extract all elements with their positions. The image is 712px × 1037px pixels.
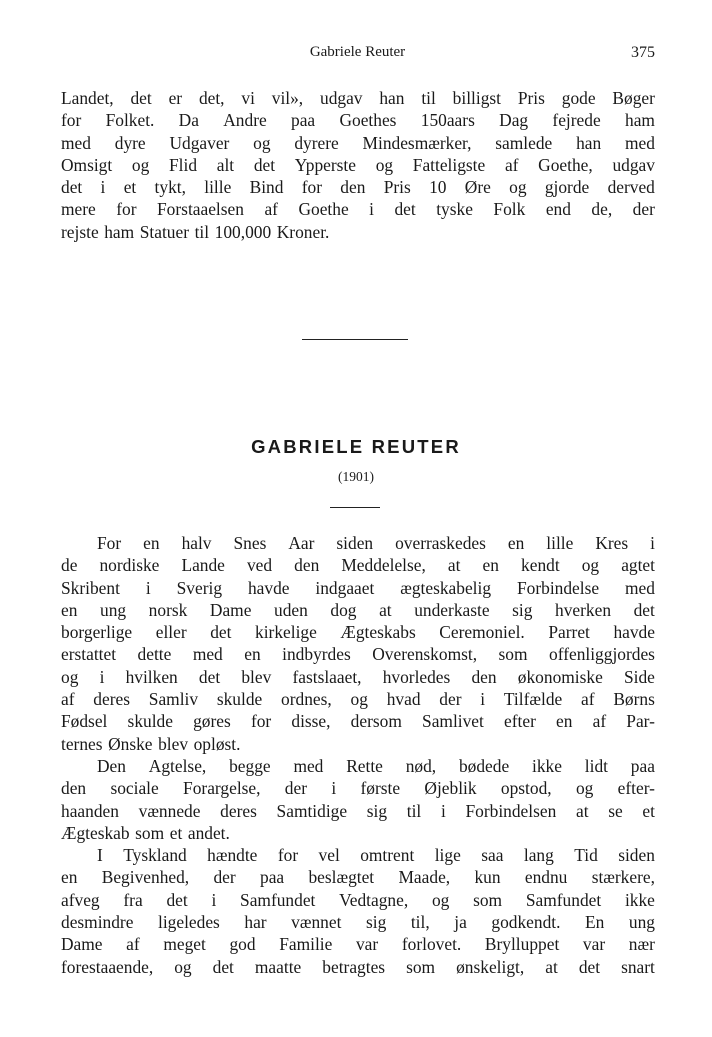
text-line: med dyre Udgaver og dyrere Mindesmærker, samlede han med <box>61 132 655 153</box>
text-line: og i hvilken det blev fastslaaet, hvorledes den økonomiske Side <box>61 666 655 687</box>
text-line: Landet, det er det, vi vil», udgav han til billigst Pris gode Bøger <box>61 88 655 108</box>
text-line: Omsigt og Flid alt det Ypperste og Fatteligste af Goethe, udgav <box>61 154 655 175</box>
text-line: rejste ham Statuer til 100,000 Kroner. <box>61 221 330 242</box>
text-line: en ung norsk Dame uden dog at underkaste sig hverken det <box>61 599 655 620</box>
text-line: en Begivenhed, der paa beslægtet Maade, kun endnu stærkere, <box>61 867 655 888</box>
text-line: Dame af meget god Familie var forlovet. Brylluppet var nær <box>61 934 655 955</box>
text-line: desmindre ligeledes har vænnet sig til, ja godkendt. En ung <box>61 912 655 933</box>
text-line: For en halv Snes Aar siden overraskedes en lille Kres i <box>97 533 655 553</box>
text-line: ternes Ønske blev opløst. <box>61 733 241 754</box>
text-line: I Tyskland hændte for vel omtrent lige saa lang Tid siden <box>97 845 655 866</box>
page-number: 375 <box>631 44 655 61</box>
text-line: borgerlige eller det kirkelige Ægteskabs Ceremoniel. Parret havde <box>61 622 655 643</box>
page-header <box>60 44 655 66</box>
text-line: de nordiske Lande ved den Meddelelse, at en kendt og agtet <box>61 555 655 576</box>
text-line: Ægteskab som et andet. <box>61 822 230 843</box>
text-line: mere for Forstaaelsen af Goethe i det tyske Folk end de, der <box>61 199 655 220</box>
text-line: afveg fra det i Samfundet Vedtagne, og som Samfundet ikke <box>61 889 655 910</box>
text-line: forestaaende, og det maatte betragtes som ønskeligt, at det snart <box>61 956 655 977</box>
text-line: haanden vænnede deres Samtidige sig til i Forbindelsen at se et <box>61 800 655 821</box>
text-line: af deres Samliv skulde ordnes, og hvad der i Tilfælde af Børns <box>61 689 655 710</box>
text-line: for Folket. Da Andre paa Goethes 150aars Dag fejrede ham <box>61 110 655 131</box>
text-line: erstattet dette med en indbyrdes Overenskomst, som offenliggjordes <box>61 644 655 665</box>
running-title: Gabriele Reuter <box>309 44 406 60</box>
section-divider <box>302 339 408 340</box>
text-line: Skribent i Sverig havde indgaaet ægteskabelig Forbindelse med <box>61 577 655 598</box>
section-year: (1901) <box>338 469 374 484</box>
text-line: den sociale Forargelse, der i første Øjeblik opstod, og efter- <box>61 778 655 799</box>
body-text <box>61 532 655 978</box>
heading-underline <box>330 507 380 508</box>
text-line: Den Agtelse, begge med Rette nød, bødede ikke lidt paa <box>97 755 655 776</box>
section-heading: GABRIELE REUTER <box>251 436 461 457</box>
previous-section-text <box>61 87 655 243</box>
text-line: Fødsel skulde gøres for disse, dersom Samlivet efter en af Par- <box>61 711 655 732</box>
text-line: det i et tykt, lille Bind for den Pris 10 Øre og gjorde derved <box>61 177 655 198</box>
